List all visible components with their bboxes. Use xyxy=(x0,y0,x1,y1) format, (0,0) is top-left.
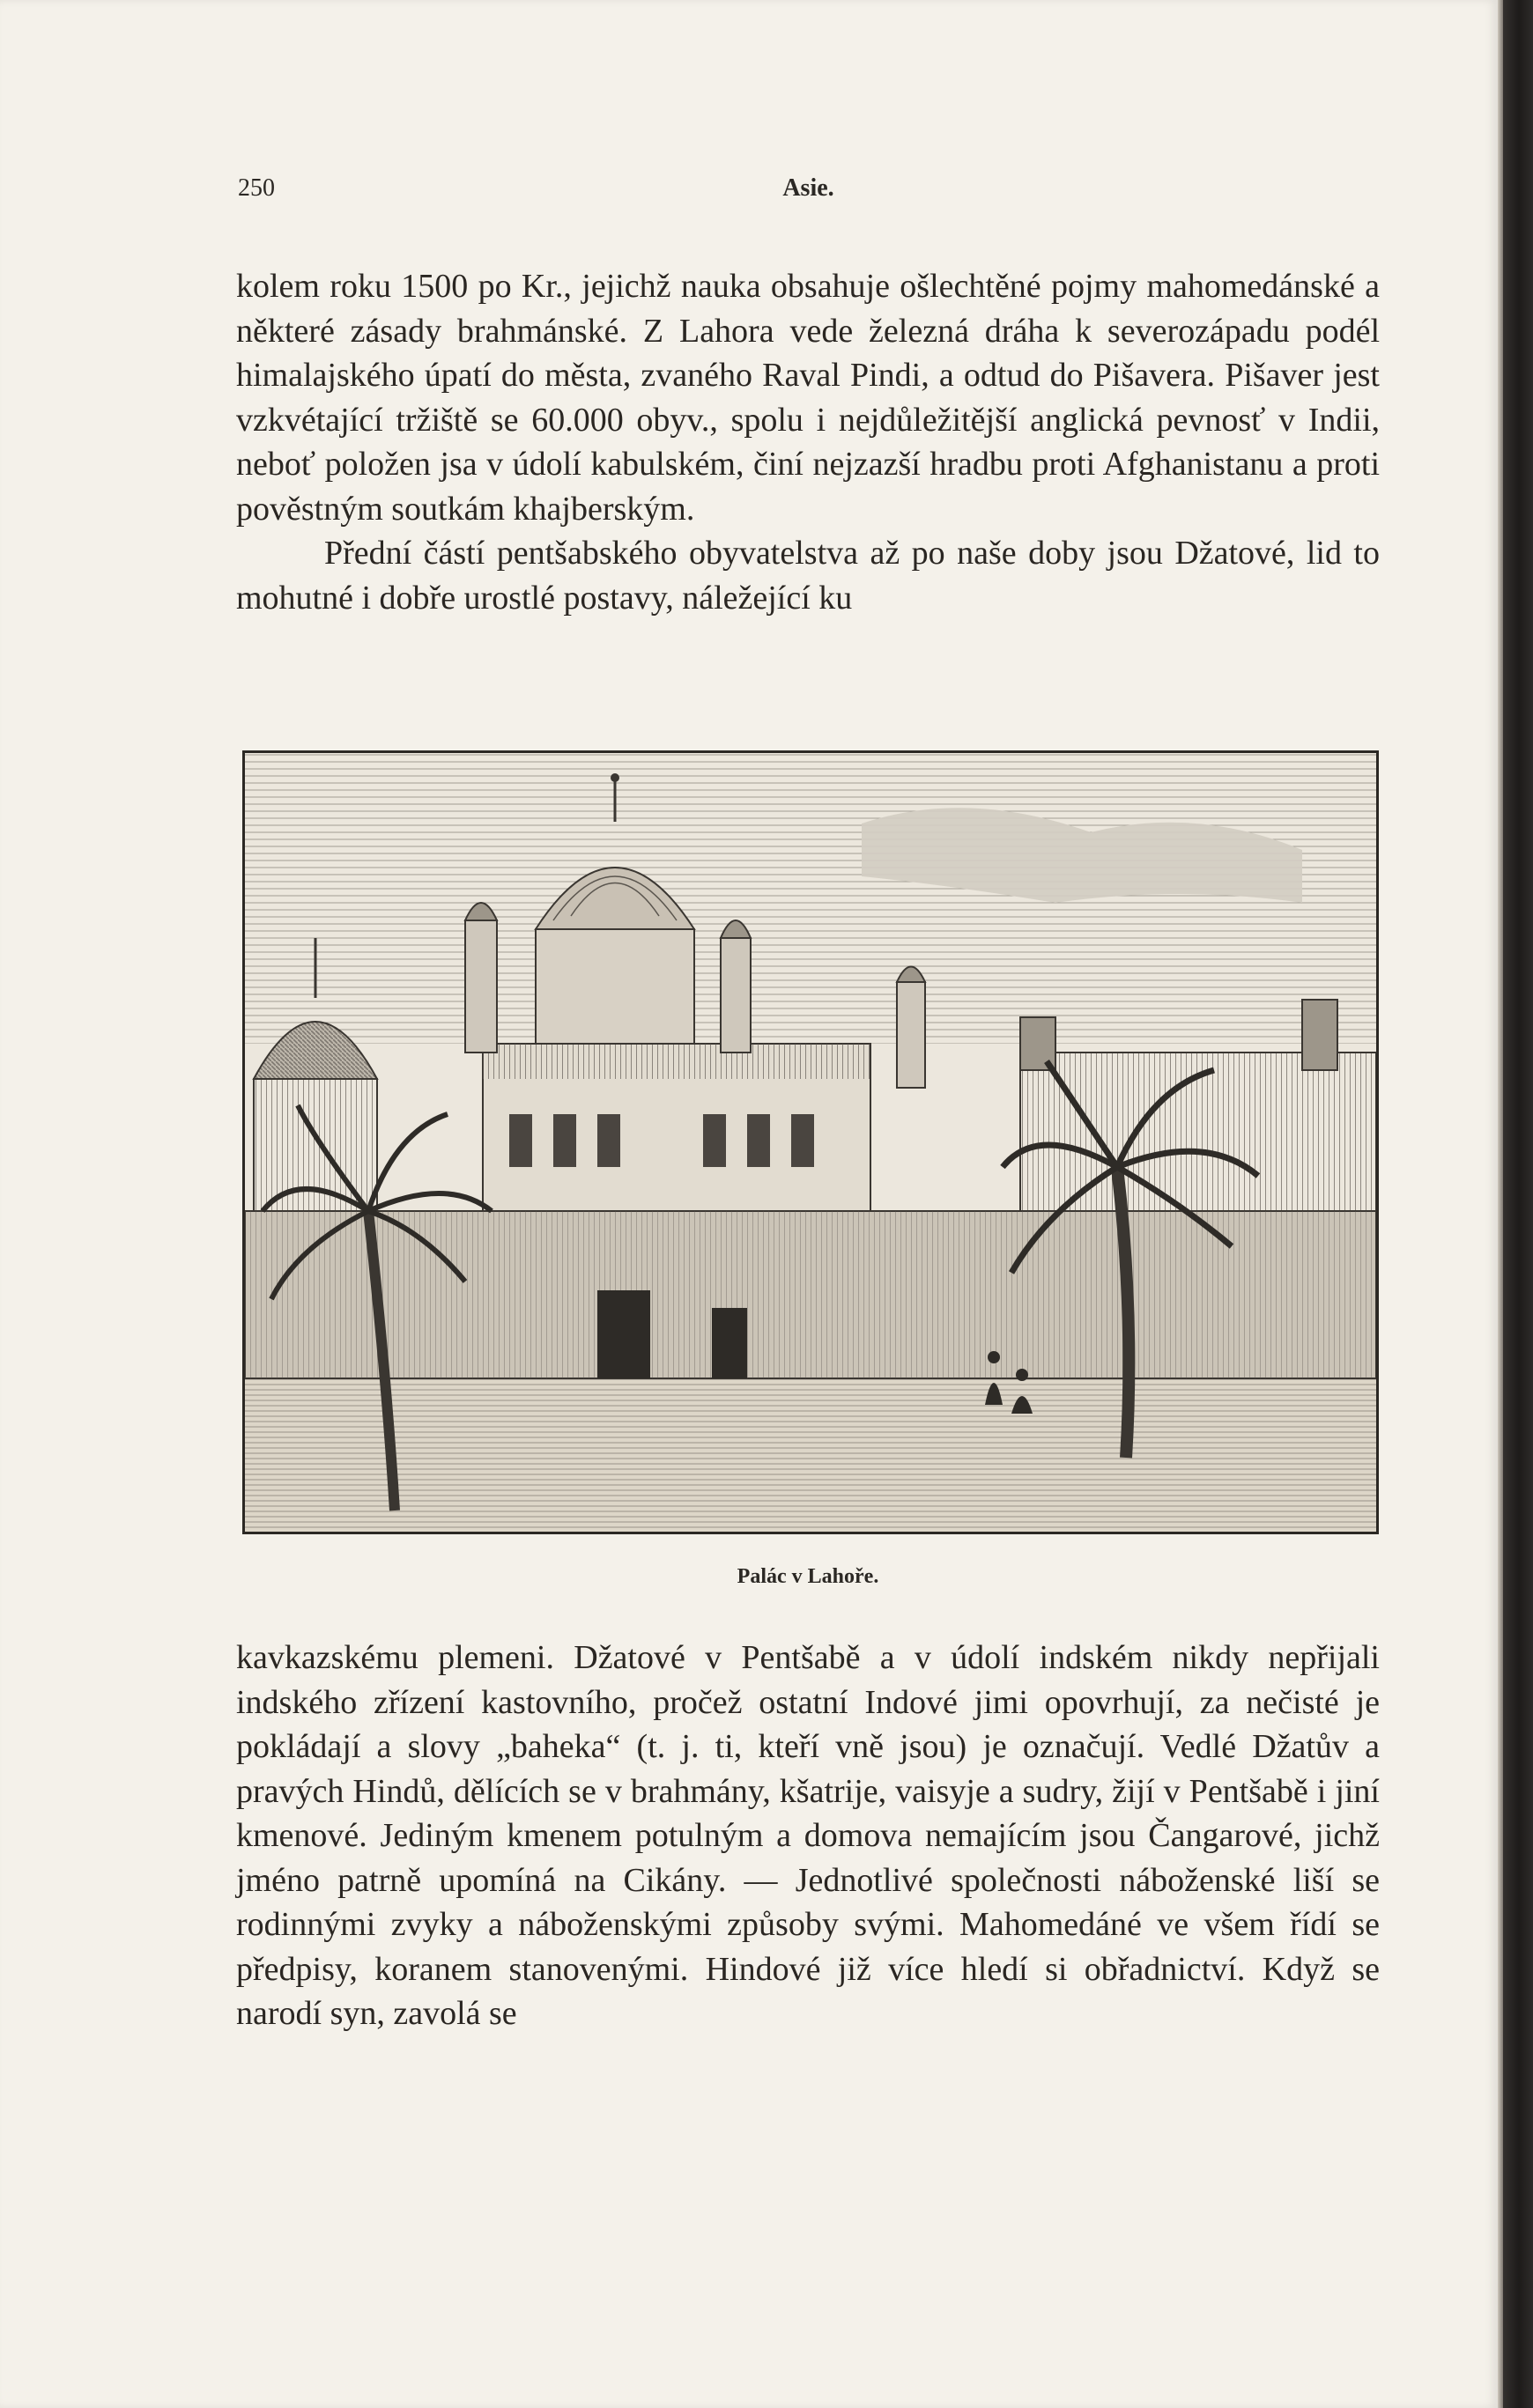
paragraph: Přední částí pentšabského obyvatelstva až po naše doby jsou Džatové, lid to mohutné i dobře urostlé postavy, náležející ku xyxy=(236,535,1380,617)
paragraph: kolem roku 1500 po Kr., jejichž nauka obsahuje ošlechtěné pojmy mahomedánské a některé zásady brahmánské. Z Lahora vede železná dráha k severozápadu podél himalajského úpatí do města, zvaného Raval Pindi, a odtud do Pišavera. Pišaver jest vzkvétající tržiště se 60.000 obyv., spolu i nejdůležitější anglická pevnosť v Indii, neboť položen jsa v údolí kabulském, činí nejzazší hradbu proti Afghanistanu a proti pověstným soutkám khajberským. xyxy=(236,268,1380,528)
text-block-bottom xyxy=(236,1636,1380,2036)
gate xyxy=(597,1290,650,1378)
engraving-drawing xyxy=(245,753,1376,1532)
text-block-top xyxy=(236,264,1380,620)
book-binding-edge xyxy=(1498,0,1533,2408)
page-number: 250 xyxy=(238,174,275,202)
engraving-palace-lahore xyxy=(242,750,1379,1534)
figure-caption: Palác v Lahoře. xyxy=(737,1565,879,1588)
paragraph: kavkazskému plemeni. Džatové v Pentšabě a v údolí indském nikdy nepřijali indského zřízení kastovního, pročež ostatní Indové jimi opovrhují, za nečisté je pokládají a slovy „baheka“ (t. j. ti, kteří vně jsou) je označují. Vedlé Džatův a pravých Hindů, dělících se v brahmány, kšatrije, vaisyje a sudry, žijí v Pentšabě i jiní kmenové. Jediným kmenem potulným a domova nemajícím jsou Čangarové, jichž jméno patrně upomíná na Cikány. — Jednotlivé společnosti náboženské liší se rodinnými zvyky a náboženskými způsoby svými. Mahomedáné ve všem řídí se předpisy, koranem stanovenými. Hindové již více hledí si obřadnictví. Když se narodí syn, zavolá se xyxy=(236,1639,1380,2032)
running-head: Asie. xyxy=(782,174,834,202)
page-header xyxy=(238,174,1379,210)
